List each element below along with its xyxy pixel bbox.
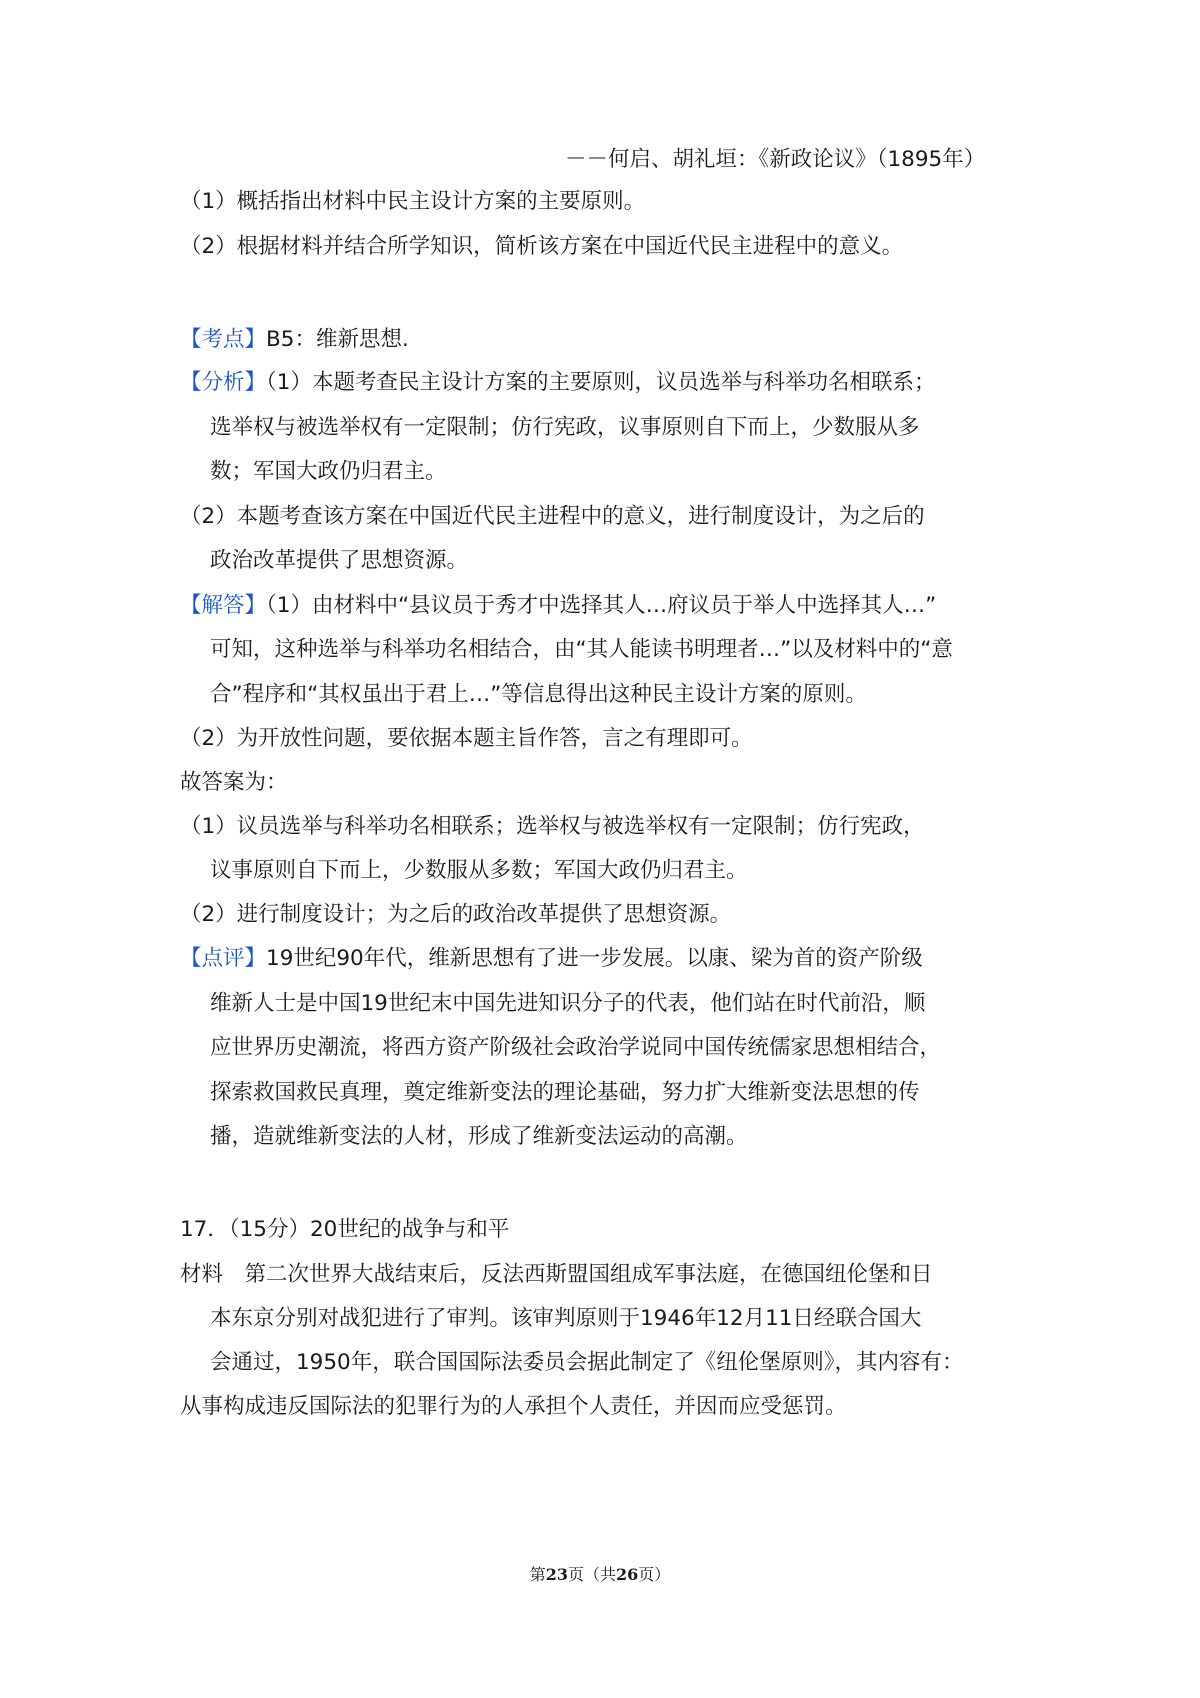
fenxi-line-4: （2）本题考查该方案在中国近代民主进程中的意义，进行制度设计，为之后的 [180, 504, 925, 529]
jieda-line-1 [180, 591, 936, 621]
jieda-text-1: （1）由材料中“县议员于秀才中选择其人…府议员于举人中选择其人…” [266, 593, 937, 618]
footer-suffix: 页） [638, 1565, 671, 1584]
dianping-line-1 [180, 944, 923, 974]
jieda-line-3: 合”程序和“其权虽出于君上…”等信息得出这种民主设计方案的原则。 [210, 682, 867, 707]
footer-mid: 页（共 [567, 1565, 616, 1584]
footer-prefix: 第 [529, 1565, 546, 1584]
page-number: 23 [545, 1565, 568, 1584]
material-line-1: 材料 第二次世界大战结束后，反法西斯盟国组成军事法庭，在德国纽伦堡和日 [180, 1262, 933, 1287]
question-1: （1）概括指出材料中民主设计方案的主要原则。 [180, 189, 646, 214]
kaodian-text: B5：维新思想. [266, 327, 409, 352]
material-line-2: 本东京分别对战犯进行了审判。该审判原则于1946年12月11日经联合国大 [210, 1306, 922, 1331]
dianping-line-5: 播，造就维新变法的人材，形成了维新变法运动的高潮。 [210, 1124, 748, 1149]
material-line-4: 从事构成违反国际法的犯罪行为的人承担个人责任，并因而应受惩罚。 [180, 1394, 847, 1419]
answer-heading: 故答案为： [180, 770, 288, 795]
dianping-line-2: 维新人士是中国19世纪末中国先进知识分子的代表，他们站在时代前沿，顺 [210, 991, 926, 1016]
jieda-line-2: 可知，这种选举与科举功名相结合，由“其人能读书明理者…”以及材料中的“意 [210, 637, 953, 662]
fenxi-tag: 【分析】 [180, 370, 267, 395]
kaodian-line [180, 325, 409, 355]
answer-line-1: （1）议员选举与科举功名相联系；选举权与被选举权有一定限制；仿行宪政， [180, 814, 925, 839]
answer-line-3: （2）进行制度设计；为之后的政治改革提供了思想资源。 [180, 902, 732, 927]
jieda-tag: 【解答】 [180, 593, 267, 618]
fenxi-line-1 [180, 368, 935, 398]
fenxi-line-2: 选举权与被选举权有一定限制；仿行宪政，议事原则自下而上，少数服从多 [210, 415, 920, 440]
fenxi-line-5: 政治改革提供了思想资源。 [210, 548, 469, 573]
total-pages: 26 [616, 1565, 639, 1584]
dianping-text-1: 19世纪90年代，维新思想有了进一步发展。以康、梁为首的资产阶级 [266, 946, 923, 971]
dianping-line-3: 应世界历史潮流，将西方资产阶级社会政治学说同中国传统儒家思想相结合， [210, 1035, 942, 1060]
fenxi-text-1: （1）本题考查民主设计方案的主要原则，议员选举与科举功名相联系； [266, 370, 936, 395]
material-line-3: 会通过，1950年，联合国国际法委员会据此制定了《纽伦堡原则》，其内容有： [210, 1350, 964, 1375]
answer-line-2: 议事原则自下而上，少数服从多数；军国大政仍归君主。 [210, 858, 748, 883]
dianping-tag: 【点评】 [180, 946, 267, 971]
page-footer [0, 1562, 1200, 1585]
jieda-line-4: （2）为开放性问题，要依据本题主旨作答，言之有理即可。 [180, 726, 753, 751]
kaodian-tag: 【考点】 [180, 327, 267, 352]
source-citation: －－何启、胡礼垣：《新政论议》（1895年） [565, 147, 986, 172]
fenxi-line-3: 数；军国大政仍归君主。 [210, 459, 447, 484]
question-2: （2）根据材料并结合所学知识，简析该方案在中国近代民主进程中的意义。 [180, 234, 904, 259]
dianping-line-4: 探索救国救民真理，奠定维新变法的理论基础，努力扩大维新变法思想的传 [210, 1080, 920, 1105]
question-17-title: 17．（15分）20世纪的战争与和平 [180, 1217, 510, 1242]
